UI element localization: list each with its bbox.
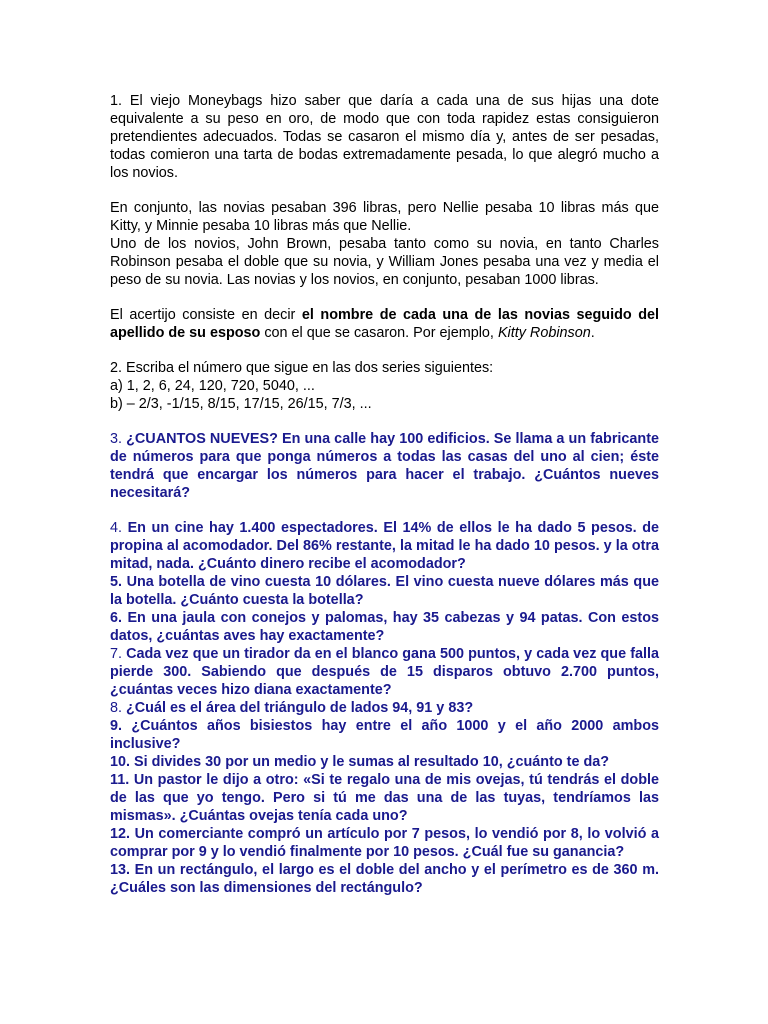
question-12: 12. Un comerciante compró un artículo por 7 pesos, lo vendió por 8, lo volvió a comprar por 9 y lo vendió finalmente por 10 pesos. ¿Cuál fue su ganancia? <box>110 826 659 860</box>
question-13: 13. En un rectángulo, el largo es el doble del ancho y el perímetro es de 360 m. ¿Cuáles son las dimensiones del rectángulo? <box>110 862 659 896</box>
puzzle-1-grooms: Uno de los novios, John Brown, pesaba tanto como su novia, en tanto Charles Robinson pesaba el doble que su novia, y William Jones pesaba una vez y media el peso de su novia. Las novias y los novios, en conjunto, pesaban 1000 libras. <box>110 236 659 288</box>
question-8-number: 8. <box>110 700 126 716</box>
question-7-text: Cada vez que un tirador da en el blanco gana 500 puntos, y cada vez que falla pierde 300. Sabiendo que después de 15 disparos obtuvo 2.700 puntos, ¿cuántas veces hizo diana exactamente? <box>110 646 659 698</box>
question-7 <box>110 645 659 699</box>
question-8-text: ¿Cuál es el área del triángulo de lados 94, 91 y 83? <box>126 700 474 716</box>
question-3-number: 3. <box>110 431 127 447</box>
question-4-text: En un cine hay 1.400 espectadores. El 14% de ellos le ha dado 5 pesos. de propina al acomodador. Del 86% restante, la mitad le ha dado 10 pesos. y la otra mitad, nada. ¿Cuánto dinero recibe el acomodador? <box>110 520 660 572</box>
question-10: 10. Si divides 30 por un medio y le sumas al resultado 10, ¿cuánto te da? <box>110 754 610 770</box>
puzzle-1-example: Kitty Robinson <box>497 325 591 341</box>
question-3 <box>110 430 659 502</box>
puzzle-1-weights: En conjunto, las novias pesaban 396 libras, pero Nellie pesaba 10 libras más que Kitty, y Minnie pesaba 10 libras más que Nellie. <box>110 200 659 234</box>
question-7-number: 7. <box>110 646 127 662</box>
question-8 <box>110 699 659 717</box>
puzzle-2-intro: 2. Escriba el número que sigue en las dos series siguientes: <box>110 360 494 376</box>
puzzle-1-intro: 1. El viejo Moneybags hizo saber que daría a cada una de sus hijas una dote equivalente a su peso en oro, de modo que con toda rapidez estas consiguieron pretendientes adecuados. Todas se casaron el mismo día y, antes de ser pesadas, todas comieron una tarta de bodas extremadamente pesada, lo que alegró mucho a los novios. <box>110 93 659 181</box>
puzzle-1-question-mid: con el que se casaron. Por ejemplo, <box>260 325 498 341</box>
puzzle-1-question-end: . <box>590 325 595 341</box>
puzzle-1-question-lead: El acertijo consiste en decir <box>110 307 302 323</box>
puzzle-2-series-b: b) – 2/3, -1/15, 8/15, 17/15, 26/15, 7/3, ... <box>110 396 372 412</box>
question-3-text: ¿CUANTOS NUEVES? En una calle hay 100 edificios. Se llama a un fabricante de números para que ponga números a todas las casas del uno al cien; éste tendrá que encargar los números para hacer el trabajo. ¿Cuántos nueves necesitará? <box>110 431 660 501</box>
puzzle-2-series-a: a) 1, 2, 6, 24, 120, 720, 5040, ... <box>110 378 315 394</box>
question-4 <box>110 519 659 573</box>
question-4-number: 4. <box>110 520 128 536</box>
document-body <box>110 92 659 897</box>
question-9: 9. ¿Cuántos años bisiestos hay entre el año 1000 y el año 2000 ambos inclusive? <box>110 718 659 752</box>
question-11: 11. Un pastor le dijo a otro: «Si te regalo una de mis ovejas, tú tendrás el doble de las que yo tengo. Pero si tú me das una de las tuyas, tendríamos las mismas». ¿Cuántas ovejas tenía cada uno? <box>110 772 659 824</box>
question-6: 6. En una jaula con conejos y palomas, hay 35 cabezas y 94 patas. Con estos datos, ¿cuántas aves hay exactamente? <box>110 610 659 644</box>
puzzle-1-question-bold: el nombre de cada una de las novias seguido del apellido de su esposo <box>110 307 660 341</box>
question-5: 5. Una botella de vino cuesta 10 dólares. El vino cuesta nueve dólares más que la botella. ¿Cuánto cuesta la botella? <box>110 574 659 608</box>
puzzle-1-question <box>110 306 659 342</box>
